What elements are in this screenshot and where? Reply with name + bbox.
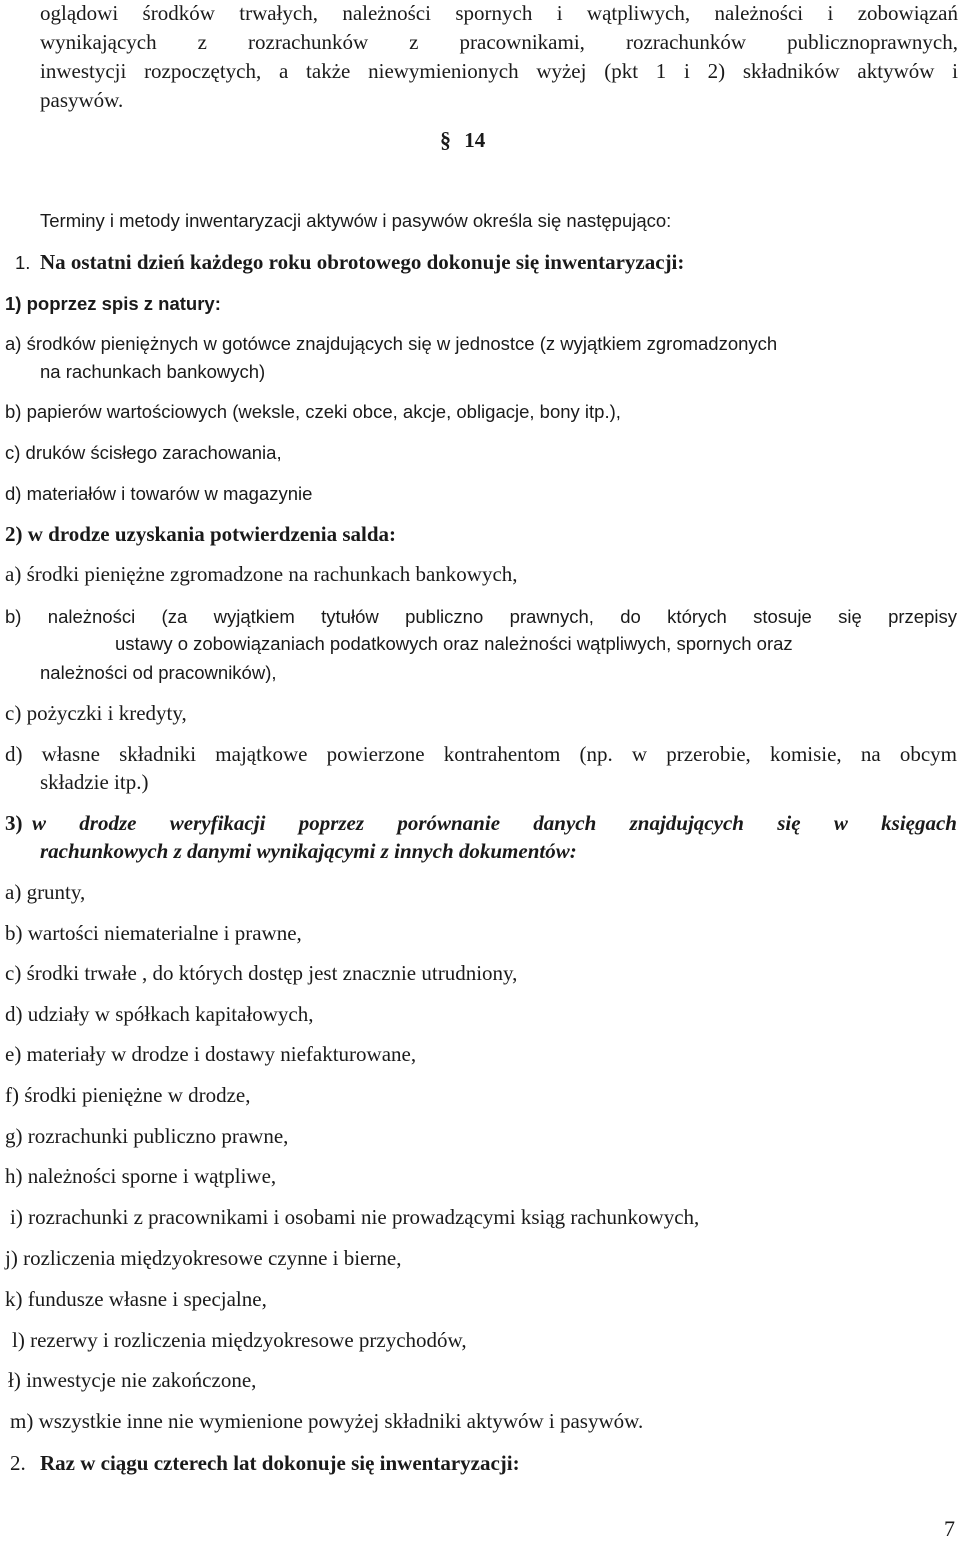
sub-1-item-a-line-1: a) środków pieniężnych w gotówce znajdujących się w jednostce (z wyjątkiem zgromadzonych — [5, 333, 778, 354]
list-item: d) udziały w spółkach kapitałowych, — [5, 1002, 314, 1026]
list-item: c) środki trwałe , do których dostęp jest znacznie utrudniony, — [5, 961, 518, 985]
sub-2-item-c: c) pożyczki i kredyty, — [5, 701, 187, 725]
sub-1-item-c: c) druków ścisłego zarachowania, — [5, 442, 282, 463]
point-2-number: 2. — [10, 1451, 26, 1475]
sub-2-item-d-line-1: d) własne składniki majątkowe powierzone kontrahentom (np. w przerobie, komisie, na obcym — [5, 742, 957, 766]
list-item: i) rozrachunki z pracownikami i osobami nie prowadzącymi ksiąg rachunkowych, — [10, 1205, 700, 1229]
section-number: 14 — [464, 128, 486, 152]
intro-line-2: wynikających z rozrachunków z pracownikami, rozrachunków publicznoprawnych, — [40, 30, 958, 54]
list-item: m) wszystkie inne nie wymienione powyżej składniki aktywów i pasywów. — [10, 1409, 644, 1433]
list-item: l) rezerwy i rozliczenia międzyokresowe przychodów, — [12, 1328, 467, 1352]
list-item: f) środki pieniężne w drodze, — [5, 1083, 251, 1107]
list-item: h) należności sporne i wątpliwe, — [5, 1164, 277, 1188]
point-1-number: 1. — [15, 252, 31, 273]
list-item: j) rozliczenia międzyokresowe czynne i bierne, — [5, 1246, 402, 1270]
sub-2-item-b-line-2: ustawy o zobowiązaniach podatkowych oraz należności wątpliwych, spornych oraz — [115, 633, 793, 654]
sub-3-number: 3) — [5, 811, 23, 835]
section-heading — [440, 126, 485, 154]
lead-sentence: Terminy i metody inwentaryzacji aktywów i pasywów określa się następująco: — [40, 210, 672, 231]
list-item: g) rozrachunki publiczno prawne, — [5, 1124, 289, 1148]
list-item: b) wartości niematerialne i prawne, — [5, 921, 302, 945]
sub-3-heading-line-2: rachunkowych z danymi wynikającymi z innych dokumentów: — [40, 839, 577, 863]
sub-1-heading: 1) poprzez spis z natury: — [5, 293, 221, 314]
list-item: ł) inwestycje nie zakończone, — [8, 1368, 257, 1392]
sub-3-heading-line-1: w drodze weryfikacji poprzez porównanie danych znajdujących się w księgach — [32, 811, 957, 835]
section-symbol: § — [440, 127, 451, 152]
sub-1-item-d: d) materiałów i towarów w magazynie — [5, 483, 313, 504]
sub-2-item-a: a) środki pieniężne zgromadzone na rachunkach bankowych, — [5, 562, 518, 586]
list-item: a) grunty, — [5, 880, 86, 904]
point-1-heading: Na ostatni dzień każdego roku obrotowego dokonuje się inwentaryzacji: — [40, 250, 685, 274]
intro-line-4: pasywów. — [40, 88, 124, 112]
sub-1-item-a-line-2: na rachunkach bankowych) — [40, 361, 266, 382]
page-number: 7 — [944, 1516, 955, 1541]
sub-1-item-b: b) papierów wartościowych (weksle, czeki obce, akcje, obligacje, bony itp.), — [5, 401, 621, 422]
sub-2-item-b-line-1: b) należności (za wyjątkiem tytułów publiczno prawnych, do których stosuje się przepisy — [5, 606, 957, 627]
point-2-heading: Raz w ciągu czterech lat dokonuje się inwentaryzacji: — [40, 1451, 520, 1475]
intro-line-3: inwestycji rozpoczętych, a także niewymienionych wyżej (pkt 1 i 2) składników aktywów i — [40, 59, 958, 83]
list-item: k) fundusze własne i specjalne, — [5, 1287, 267, 1311]
intro-line-1: oglądowi środków trwałych, należności spornych i wątpliwych, należności i zobowiązań — [40, 1, 958, 25]
sub-2-heading: 2) w drodze uzyskania potwierdzenia salda: — [5, 522, 397, 546]
sub-2-item-b-line-3: należności od pracowników), — [40, 662, 277, 683]
sub-2-item-d-line-2: składzie itp.) — [40, 770, 149, 794]
list-item: e) materiały w drodze i dostawy niefakturowane, — [5, 1042, 417, 1066]
